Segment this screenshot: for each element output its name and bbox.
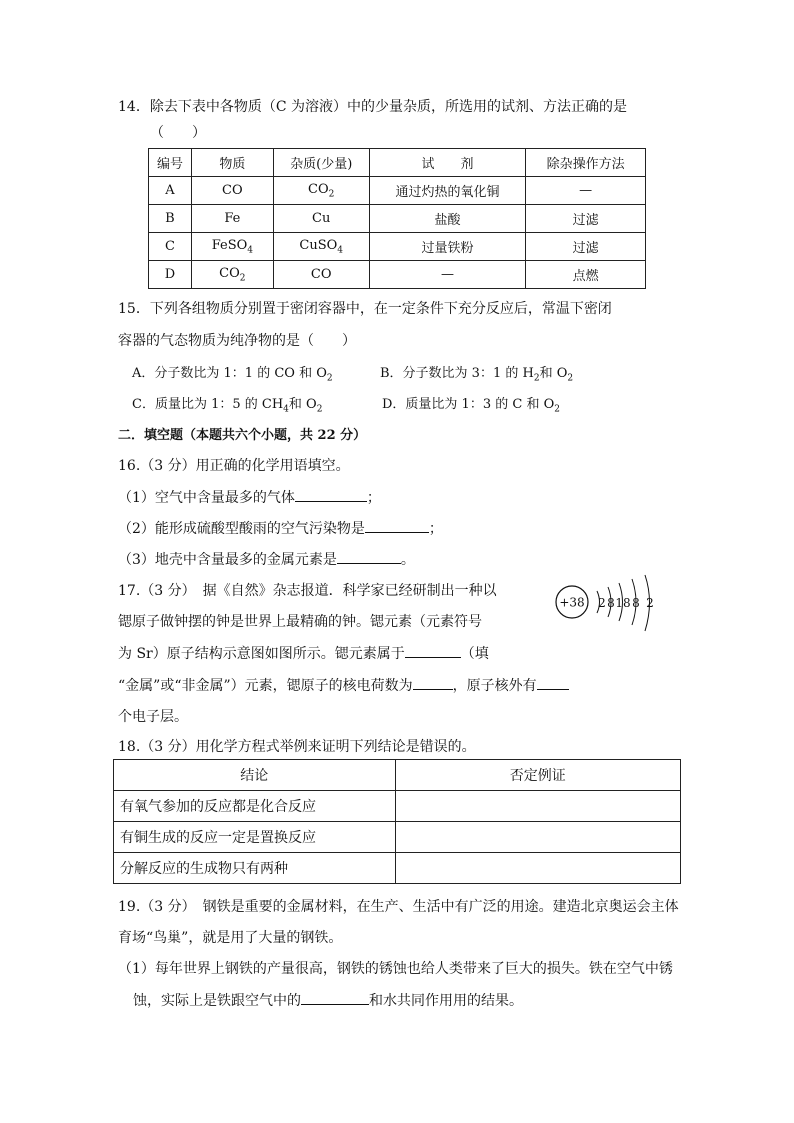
- table-row: [114, 853, 681, 884]
- answer-blank[interactable]: [413, 675, 453, 690]
- row-id: A: [149, 177, 192, 205]
- q15-option-d: D．质量比为 1：3 的 C 和 $O_2$: [382, 397, 560, 415]
- q14-paren: （ ）: [150, 125, 206, 141]
- row-reagent: 盐酸: [369, 205, 526, 233]
- table-row: [149, 205, 646, 233]
- row-reagent: 通过灼热的氧化铜: [369, 177, 526, 205]
- answer-blank[interactable]: [301, 990, 369, 1005]
- q17-line3: 为 Sr）原子结构示意图如图所示。锶元素属于 （填: [118, 643, 489, 663]
- table-header-cell: 试 剂: [369, 149, 526, 177]
- conclusion-cell: 有氧气参加的反应都是化合反应: [114, 791, 396, 822]
- table-header-row: [114, 760, 681, 791]
- conclusion-cell: 分解反应的生成物只有两种: [114, 853, 396, 884]
- q15-option-b: B．分子数比为 3：1 的 $H_2$和 $O_2$: [380, 366, 574, 384]
- table-header-cell: 杂质(少量): [273, 149, 369, 177]
- q15-option-c: C．质量比为 1：5 的 $CH_4$和 $O_2$: [132, 397, 323, 415]
- row-substance: $CO_2$: [191, 261, 273, 289]
- shell-count: 2: [598, 596, 606, 610]
- row-id: C: [149, 233, 192, 261]
- table-row: [149, 261, 646, 289]
- row-method: 过滤: [526, 205, 646, 233]
- q19-line2: 育场“鸟巢”，就是用了大量的钢铁。: [118, 930, 343, 946]
- q19-line3: （1）每年世界上钢铁的产量很高，钢铁的锈蚀也给人类带来了巨大的损失。铁在空气中锈: [118, 961, 673, 977]
- row-id: D: [149, 261, 192, 289]
- table-header-cell: 物质: [191, 149, 273, 177]
- strontium-atom-diagram: [552, 573, 662, 635]
- table-row: [149, 233, 646, 261]
- table-header-cell: 除杂操作方法: [526, 149, 646, 177]
- row-method: 点燃: [526, 261, 646, 289]
- shell-count: 2: [646, 596, 654, 610]
- table-row: [149, 177, 646, 205]
- row-method: —: [526, 177, 646, 205]
- row-reagent: —: [369, 261, 526, 289]
- table-row: [114, 791, 681, 822]
- q17-line4: “金属”或“非金属”）元素，锶原子的核电荷数为 ，原子核外有: [118, 675, 569, 695]
- q16-sub1: （1）空气中含量最多的气体 ；: [118, 487, 381, 507]
- counterexample-cell[interactable]: [395, 853, 681, 884]
- shell-count: 18: [615, 596, 631, 610]
- answer-blank[interactable]: [537, 675, 569, 690]
- row-impurity: CuSO$_4$: [273, 233, 369, 261]
- q16-stem: 16.（3 分）用正确的化学用语填空。: [118, 458, 350, 474]
- answer-blank[interactable]: [295, 487, 367, 502]
- row-substance: CO: [191, 177, 273, 205]
- row-method: 过滤: [526, 233, 646, 261]
- counterexample-cell[interactable]: [395, 791, 681, 822]
- section-heading: 二．填空题（本题共六个小题，共 22 分）: [118, 428, 367, 443]
- q17-line2: 锶原子做钟摆的钟是世界上最精确的钟。锶元素（元素符号: [118, 614, 482, 630]
- q14-text: 14．除去下表中各物质（C 为溶液）中的少量杂质，所选用的试剂、方法正确的是: [118, 99, 627, 115]
- table-header-row: [149, 149, 646, 177]
- conclusion-cell: 有铜生成的反应一定是置换反应: [114, 822, 396, 853]
- q16-sub2: （2）能形成硫酸型酸雨的空气污染物是 ；: [118, 518, 443, 538]
- shell-count: 8: [632, 596, 640, 610]
- q15-line1: 15．下列各组物质分别置于密闭容器中，在一定条件下充分反应后，常温下密闭: [118, 301, 612, 317]
- table-header-cell: 结论: [114, 760, 396, 791]
- table-row: [114, 822, 681, 853]
- table-header-cell: 否定例证: [395, 760, 681, 791]
- row-impurity: CO: [273, 261, 369, 289]
- q15-option-a: A．分子数比为 1：1 的 CO 和 $O_2$: [132, 366, 333, 384]
- q17-line1: 17.（3 分） 据《自然》杂志报道．科学家已经研制出一种以: [118, 583, 497, 599]
- q19-line1: 19.（3 分） 钢铁是重要的金属材料，在生产、生活中有广泛的用途。建造北京奥运会主体: [118, 899, 679, 915]
- row-substance: Fe: [191, 205, 273, 233]
- row-substance: FeSO$_4$: [191, 233, 273, 261]
- row-impurity: Cu: [273, 205, 369, 233]
- shell-count: 8: [607, 596, 615, 610]
- answer-blank[interactable]: [365, 518, 429, 533]
- row-impurity: $CO_2$: [273, 177, 369, 205]
- table-header-cell: 编号: [149, 149, 192, 177]
- q18-stem: 18.（3 分）用化学方程式举例来证明下列结论是错误的。: [118, 739, 476, 755]
- counterexample-cell[interactable]: [395, 822, 681, 853]
- q14-table: [148, 148, 646, 289]
- q15-line2: 容器的气态物质为纯净物的是（ ）: [118, 333, 356, 349]
- answer-blank[interactable]: [337, 549, 401, 564]
- nucleus-charge: +38: [559, 595, 585, 610]
- q19-line4: 蚀，实际上是铁跟空气中的 和水共同作用用的结果。: [133, 990, 523, 1010]
- q18-table: [113, 759, 681, 884]
- answer-blank[interactable]: [405, 643, 461, 658]
- row-id: B: [149, 205, 192, 233]
- q16-sub3: （3）地壳中含量最多的金属元素是 。: [118, 549, 415, 569]
- q17-line5: 个电子层。: [118, 709, 188, 725]
- row-reagent: 过量铁粉: [369, 233, 526, 261]
